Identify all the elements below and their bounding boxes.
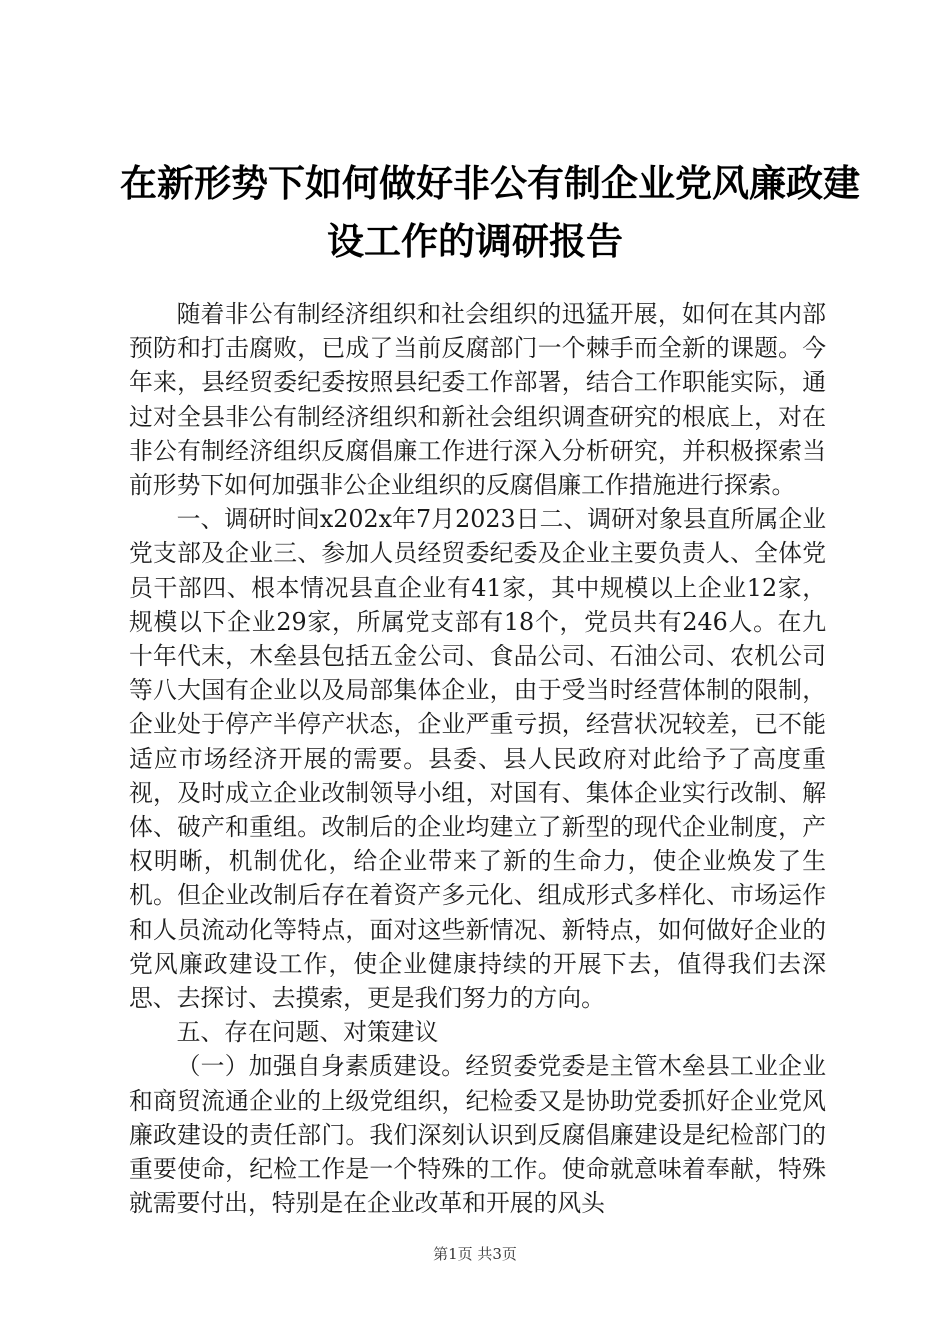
document-body xyxy=(129,297,826,1220)
paragraph-survey-info: 一、调研时间x202x年7月2023日二、调研对象县直所属企业党支部及企业三、参加人员经贸委纪委及企业主要负责人、全体党员干部四、根本情况县直企业有41家，其中规模以上企业12家，规模以下企业29家，所属党支部有18个，党员共有246人。在九十年代末，木垒县包括五金公司、食品公司、石油公司、农机公司等八大国有企业以及局部集体企业，由于受当时经营体制的限制，企业处于停产半停产状态，企业严重亏损，经营状况较差，已不能适应市场经济开展的需要。县委、县人民政府对此给予了高度重视，及时成立企业改制领导小组，对国有、集体企业实行改制、解体、破产和重组。改制后的企业均建立了新型的现代企业制度，产权明晰，机制优化，给企业带来了新的生命力，使企业焕发了生机。但企业改制后存在着资产多元化、组成形式多样化、市场运作和人员流动化等特点，面对这些新情况、新特点，如何做好企业的党风廉政建设工作，使企业健康持续的开展下去，值得我们去深思、去探讨、去摸索，更是我们努力的方向。 xyxy=(129,505,826,1013)
paragraph-intro: 随着非公有制经济组织和社会组织的迅猛开展，如何在其内部预防和打击腐败，已成了当前反腐部门一个棘手而全新的课题。今年来，县经贸委纪委按照县纪委工作部署，结合工作职能实际，通过对全县非公有制经济组织和新社会组织调查研究的根底上，对在非公有制经济组织反腐倡廉工作进行深入分析研究，并积极探索当前形势下如何加强非公企业组织的反腐倡廉工作措施进行探索。 xyxy=(129,300,826,500)
page-number-footer: 第1页 共3页 xyxy=(433,1245,517,1263)
document-title-line-1: 在新形势下如何做好非公有制企业党风廉政建 xyxy=(120,162,860,205)
document-title-line-2: 设工作的调研报告 xyxy=(327,220,623,263)
paragraph-measure-one: （一）加强自身素质建设。经贸委党委是主管木垒县工业企业和商贸流通企业的上级党组织，纪检委又是协助党委抓好企业党风廉政建设的责任部门。我们深刻认识到反腐倡廉建设是纪检部门的重要使命，纪检工作是一个特殊的工作。使命就意味着奉献，特殊就需要付出，特别是在企业改革和开展的风头 xyxy=(129,1052,826,1218)
paragraph-section-heading: 五、存在问题、对策建议 xyxy=(176,1018,439,1047)
